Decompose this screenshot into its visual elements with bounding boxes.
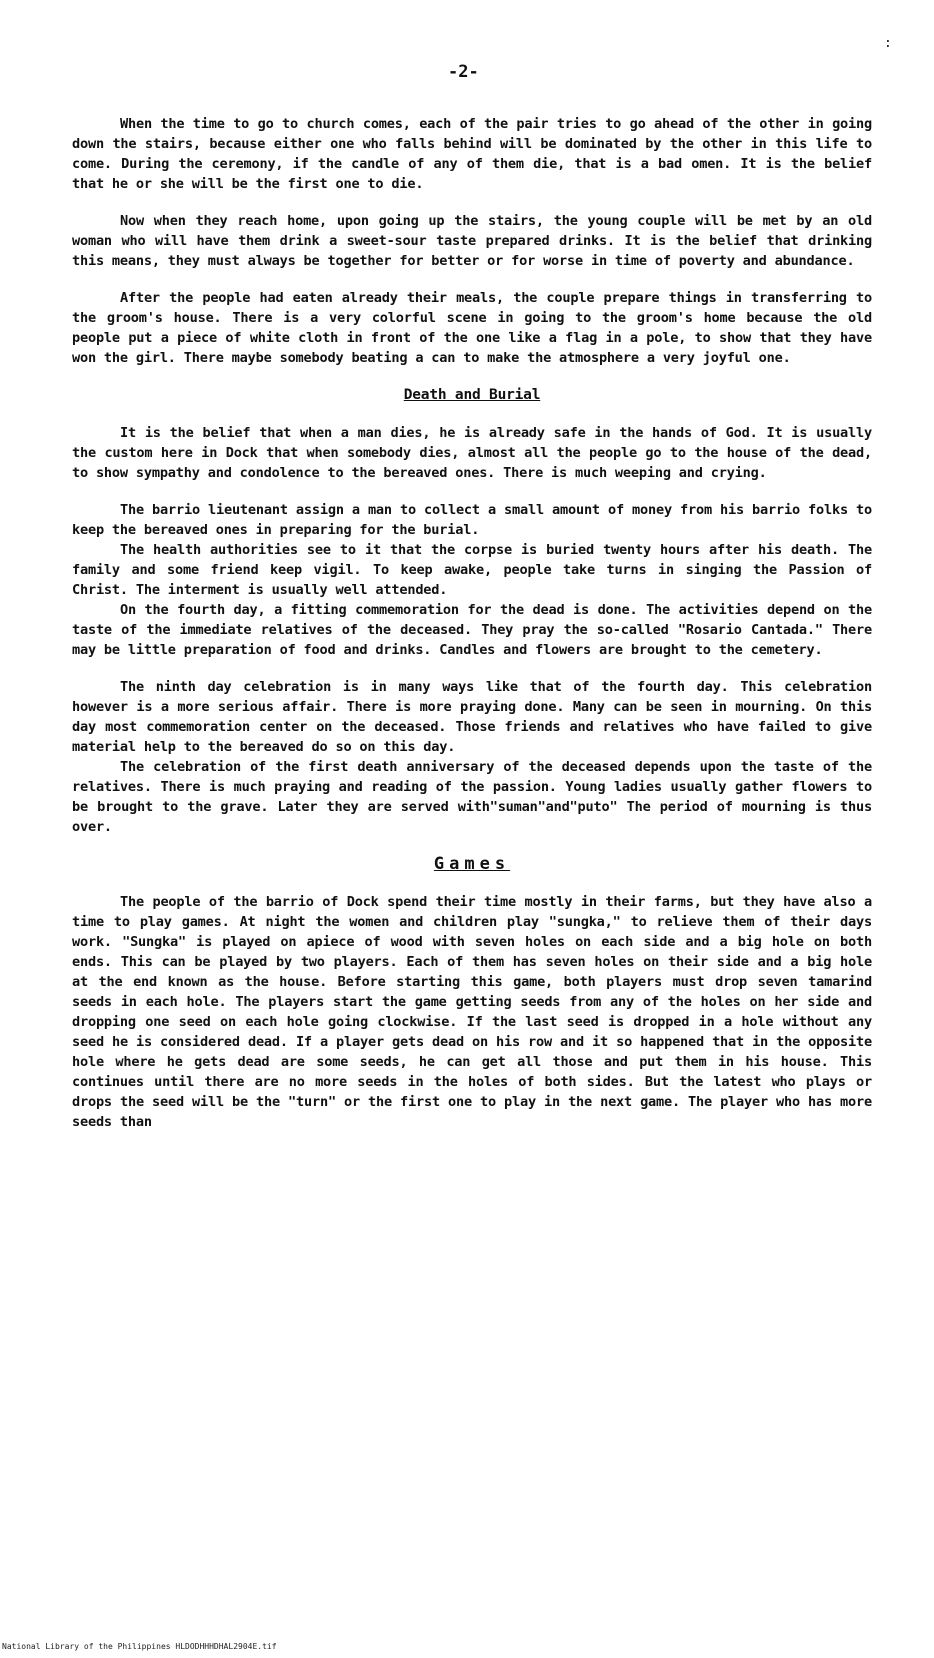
paragraph: The people of the barrio of Dock spend their time mostly in their farms, but they have also a time to play games. At night the women and children play "sungka," to relieve them of their days work. "Sungka" is played on apiece of wood with seven holes on each side and a big hole on both ends. This can be played by two players. Each of them has seven holes on their side and a big hole at the end known as the house. Before starting this game, both players must drop seven tamarind seeds in each hole. The players start the game getting seeds from any of the holes on her side and dropping one seed on each hole going clockwise. If the last seed is dropped in a hole without any seed he is considered dead. If a player gets dead on his row and it so happened that in the opposite hole where he gets dead are some seeds, he can get all those and put them in his house. This continues until there are no more seeds in the holes of both sides. But the latest who plays or drops the seed will be the "turn" or the first one to play in the next game. The player who has more seeds than	[72, 894, 872, 1130]
paragraph: On the fourth day, a fitting commemoration for the dead is done. The activities depend on the taste of the immediate relatives of the deceased. They pray the so-called "Rosario Cantada." There may be little preparation of food and drinks. Candles and flowers are brought to the cemetery.	[72, 602, 872, 658]
wedding-section	[72, 114, 872, 1149]
corner-mark: :	[884, 36, 892, 51]
section-heading-games: Games	[433, 854, 511, 874]
paragraph: Now when they reach home, upon going up the stairs, the young couple will be met by an old woman who will have them drink a sweet-sour taste prepared drinks. It is the belief that drinking this means, they must always be together for better or for worse in time of poverty and abundance.	[72, 213, 872, 269]
paragraph: When the time to go to church comes, each of the pair tries to go ahead of the other in going down the stairs, because either one who falls behind will be dominated by the other in this life to come. During the ceremony, if the candle of any of them die, that is a bad omen. It is the belief that he or she will be the first one to die.	[72, 116, 872, 192]
paragraph: After the people had eaten already their meals, the couple prepare things in transferring to the groom's house. There is a very colorful scene in going to the groom's home because the old people put a piece of white cloth in front of the one like a flag in a pole, to show that they have won the girl. There maybe somebody beating a can to make the atmosphere a very joyful one.	[72, 290, 872, 366]
page-number: -2-	[448, 62, 479, 82]
footer-source-line: National Library of the Philippines HLDODHHHDHAL2904E.tif	[2, 1642, 277, 1651]
paragraph: The barrio lieutenant assign a man to collect a small amount of money from his barrio folks to keep the bereaved ones in preparing for the burial.	[72, 502, 872, 538]
section-heading-death-burial: Death and Burial	[403, 387, 541, 403]
paragraph: The celebration of the first death anniversary of the deceased depends upon the taste of the relatives. There is much praying and reading of the passion. Young ladies usually gather flowers to be brought to the grave. Later they are served with"suman"and"puto" The period of mourning is thus over.	[72, 759, 872, 835]
paragraph: The health authorities see to it that the corpse is buried twenty hours after his death. The family and some friend keep vigil. To keep awake, people take turns in singing the Passion of Christ. The interment is usually well attended.	[72, 542, 872, 598]
paragraph: It is the belief that when a man dies, he is already safe in the hands of God. It is usually the custom here in Dock that when somebody dies, almost all the people go to the house of the dead, to show sympathy and condolence to the bereaved ones. There is much weeping and crying.	[72, 425, 872, 481]
paragraph: The ninth day celebration is in many ways like that of the fourth day. This celebration however is a more serious affair. There is more praying done. Many can be seen in mourning. On this day most commemoration center on the deceased. Those friends and relatives who have failed to give material help to the bereaved do so on this day.	[72, 679, 872, 755]
